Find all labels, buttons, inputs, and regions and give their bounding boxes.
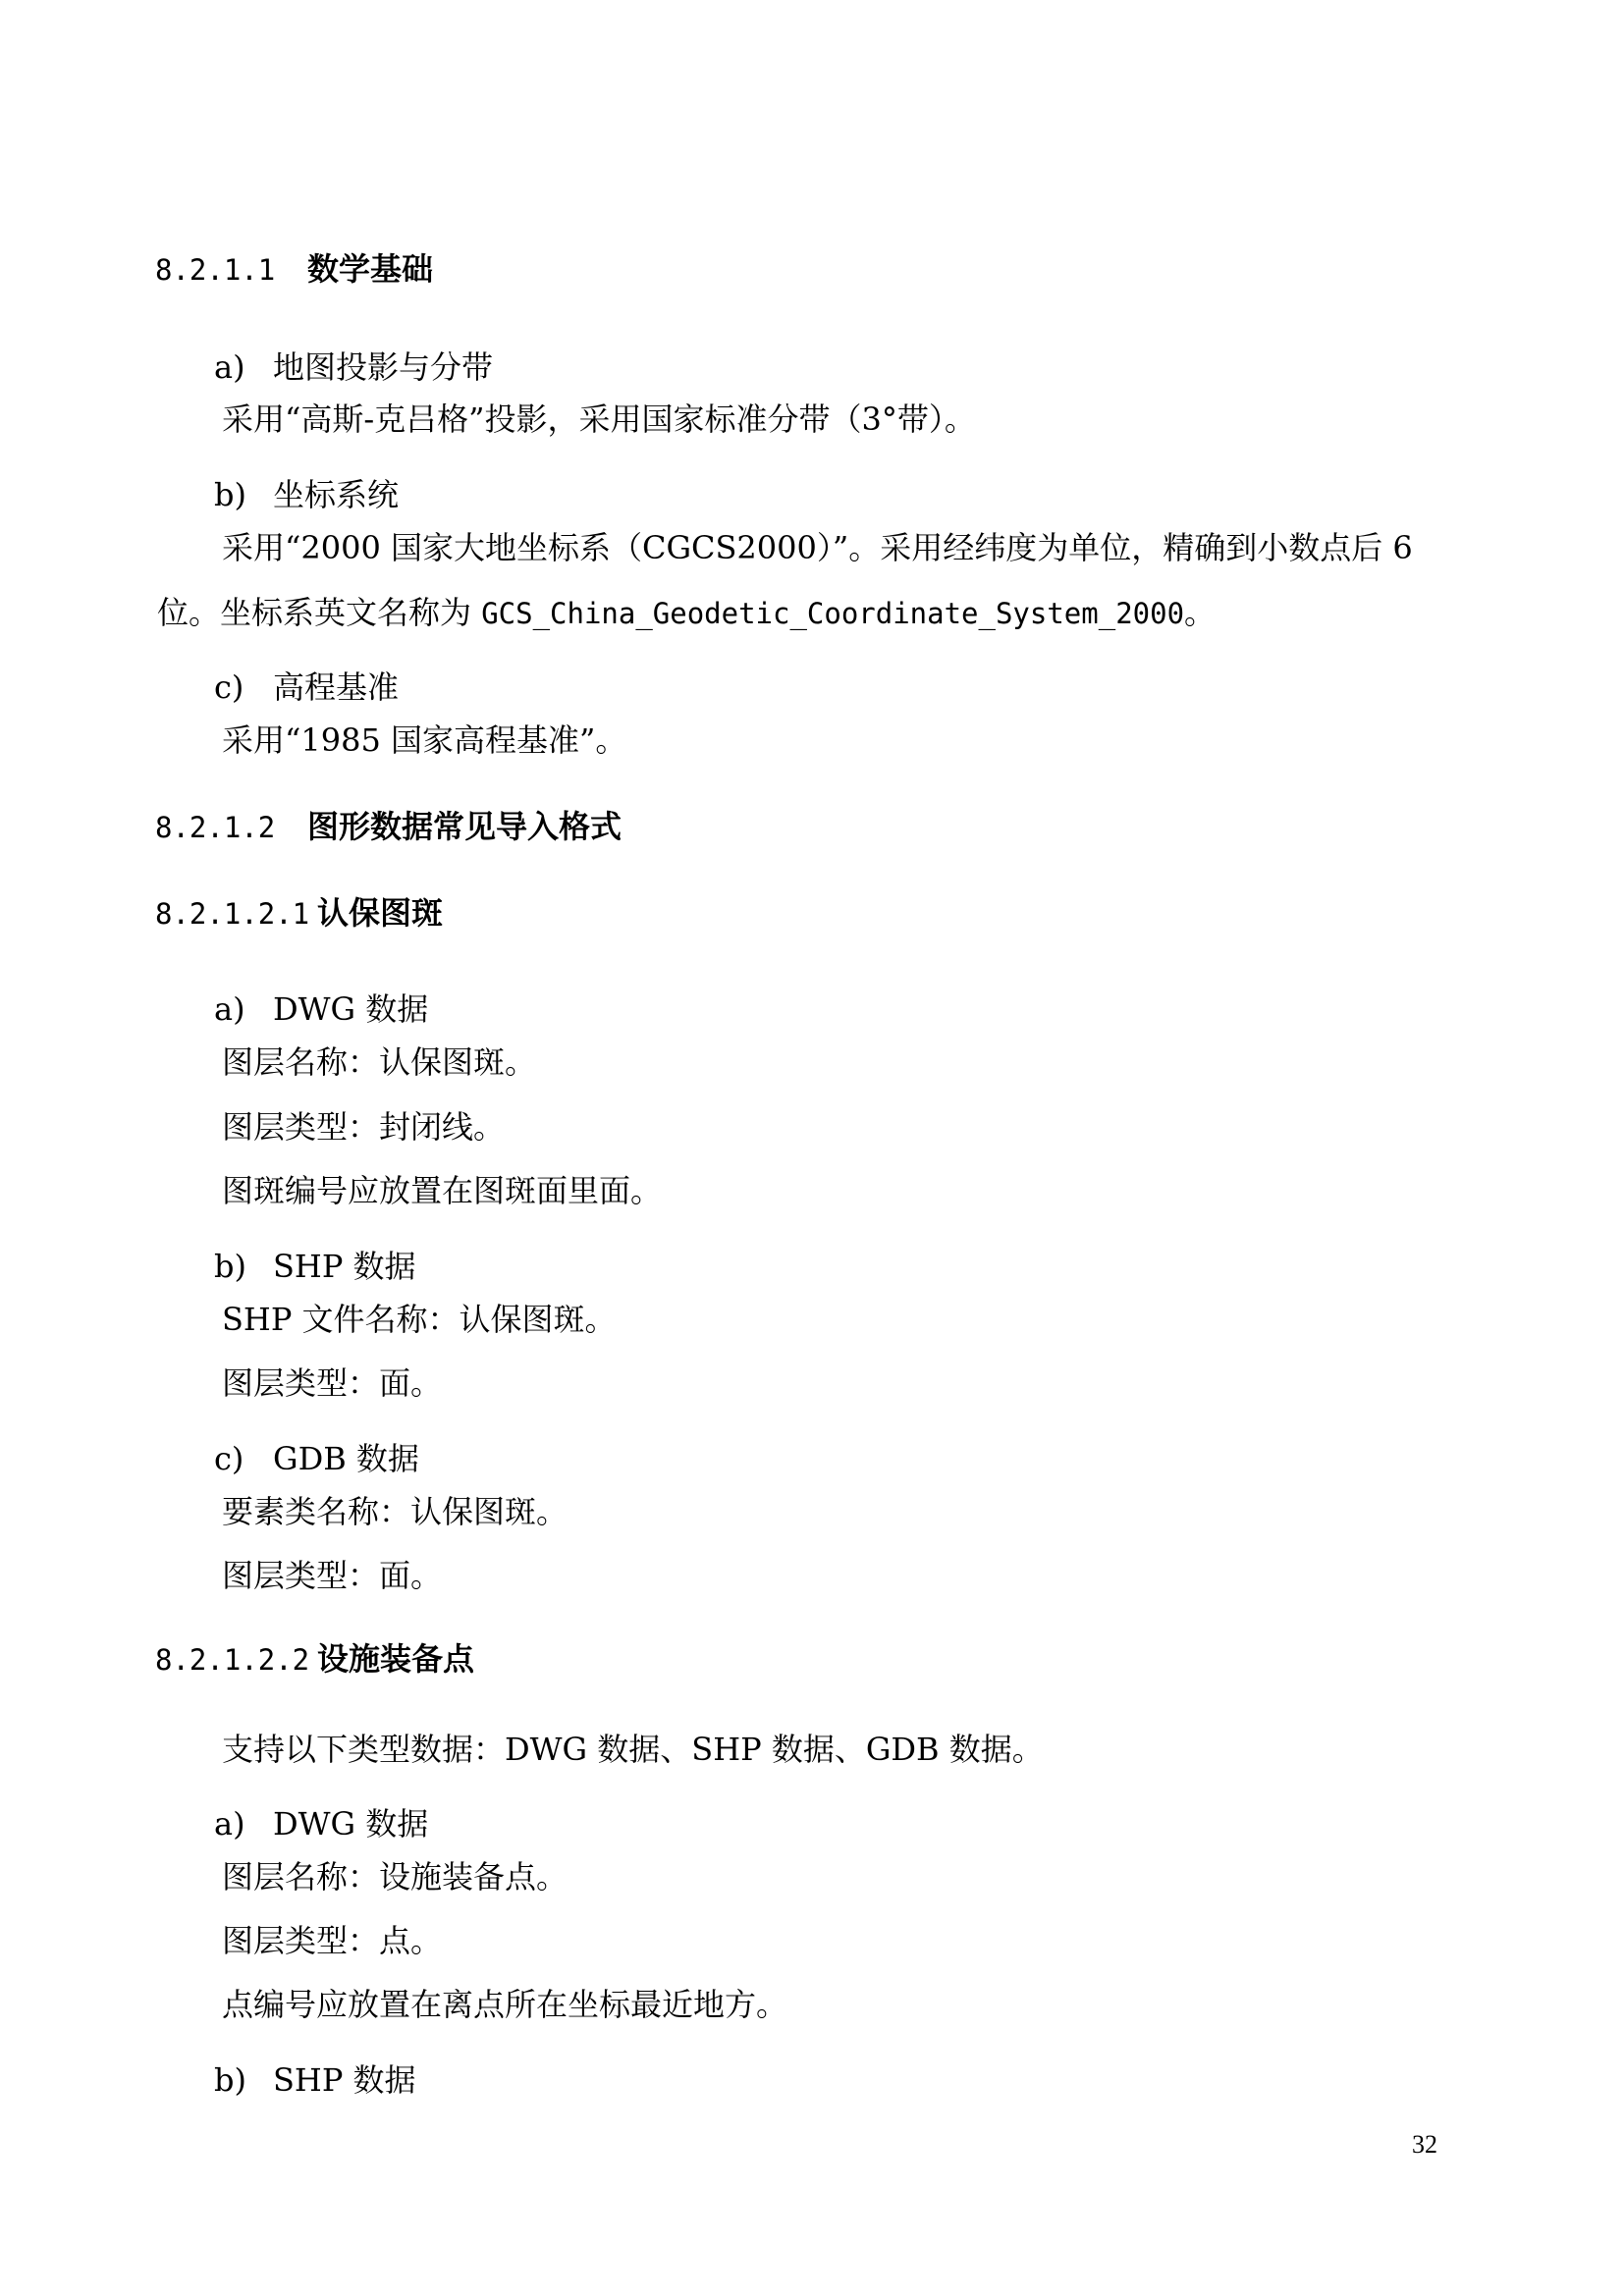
heading-title: 设施装备点 xyxy=(317,1640,475,1678)
heading-8-2-1-2-2 xyxy=(155,1639,474,1680)
paragraph: 要素类名称：认保图斑。 xyxy=(222,1493,568,1530)
paragraph: 图层名称：设施装备点。 xyxy=(222,1858,568,1896)
list-title: SHP 数据 xyxy=(273,1248,416,1285)
list-label: b) xyxy=(214,476,246,513)
list-item-title xyxy=(214,1247,416,1286)
paragraph: 点编号应放置在离点所在坐标最近地方。 xyxy=(222,1986,788,2023)
heading-title: 数学基础 xyxy=(307,250,434,288)
list-item-title xyxy=(214,667,399,707)
heading-8-2-1-2-1 xyxy=(155,893,443,934)
list-title: 高程基准 xyxy=(273,668,400,706)
paragraph: 图斑编号应放置在图斑面里面。 xyxy=(222,1172,663,1209)
heading-number: 8.2.1.2.2 xyxy=(155,1643,310,1677)
coordinate-system-name: GCS_China_Geodetic_Coordinate_System_2000 xyxy=(481,597,1185,630)
list-title: SHP 数据 xyxy=(273,2061,416,2099)
heading-8-2-1-1 xyxy=(155,249,433,290)
paragraph: 图层类型：面。 xyxy=(222,1557,443,1594)
paragraph: 图层名称：认保图斑。 xyxy=(222,1043,537,1081)
list-label: b) xyxy=(214,2061,246,2099)
list-label: a) xyxy=(214,348,245,386)
paragraph-continuation xyxy=(157,593,1216,633)
heading-title: 认保图斑 xyxy=(317,894,444,932)
list-title: DWG 数据 xyxy=(273,990,429,1028)
list-item-title xyxy=(214,347,493,387)
list-item-title xyxy=(214,2060,416,2100)
list-label: c) xyxy=(214,1440,244,1477)
paragraph-intro: 支持以下类型数据：DWG 数据、SHP 数据、GDB 数据。 xyxy=(222,1731,1044,1768)
list-title: DWG 数据 xyxy=(273,1805,429,1842)
list-item-title xyxy=(214,475,399,514)
page-number: 32 xyxy=(1412,2130,1437,2159)
list-item-title xyxy=(214,989,428,1029)
list-label: a) xyxy=(214,990,245,1028)
paragraph: SHP 文件名称：认保图斑。 xyxy=(222,1301,617,1338)
text-suffix: 。 xyxy=(1184,594,1217,631)
heading-8-2-1-2 xyxy=(155,807,622,847)
heading-number: 8.2.1.2.1 xyxy=(155,897,310,931)
paragraph: 采用“高斯-克吕格”投影，采用国家标准分带（3°带）。 xyxy=(222,400,976,438)
list-item-title xyxy=(214,1439,419,1478)
paragraph: 图层类型：封闭线。 xyxy=(222,1108,506,1146)
paragraph: 图层类型：面。 xyxy=(222,1364,443,1402)
paragraph: 采用“1985 国家高程基准”。 xyxy=(222,721,627,759)
list-title: 坐标系统 xyxy=(273,476,400,513)
list-label: c) xyxy=(214,668,244,706)
list-label: b) xyxy=(214,1248,246,1285)
paragraph: 图层类型：点。 xyxy=(222,1922,443,1959)
list-label: a) xyxy=(214,1805,245,1842)
heading-number: 8.2.1.1 xyxy=(155,253,276,287)
heading-title: 图形数据常见导入格式 xyxy=(307,808,623,845)
list-item-title xyxy=(214,1804,428,1843)
text-prefix: 位。坐标系英文名称为 xyxy=(157,594,482,631)
list-title: 地图投影与分带 xyxy=(273,348,494,386)
list-title: GDB 数据 xyxy=(273,1440,419,1477)
paragraph: 采用“2000 国家大地坐标系（CGCS2000）”。采用经纬度为单位，精确到小数点后 6 xyxy=(222,529,1413,566)
heading-number: 8.2.1.2 xyxy=(155,811,276,844)
